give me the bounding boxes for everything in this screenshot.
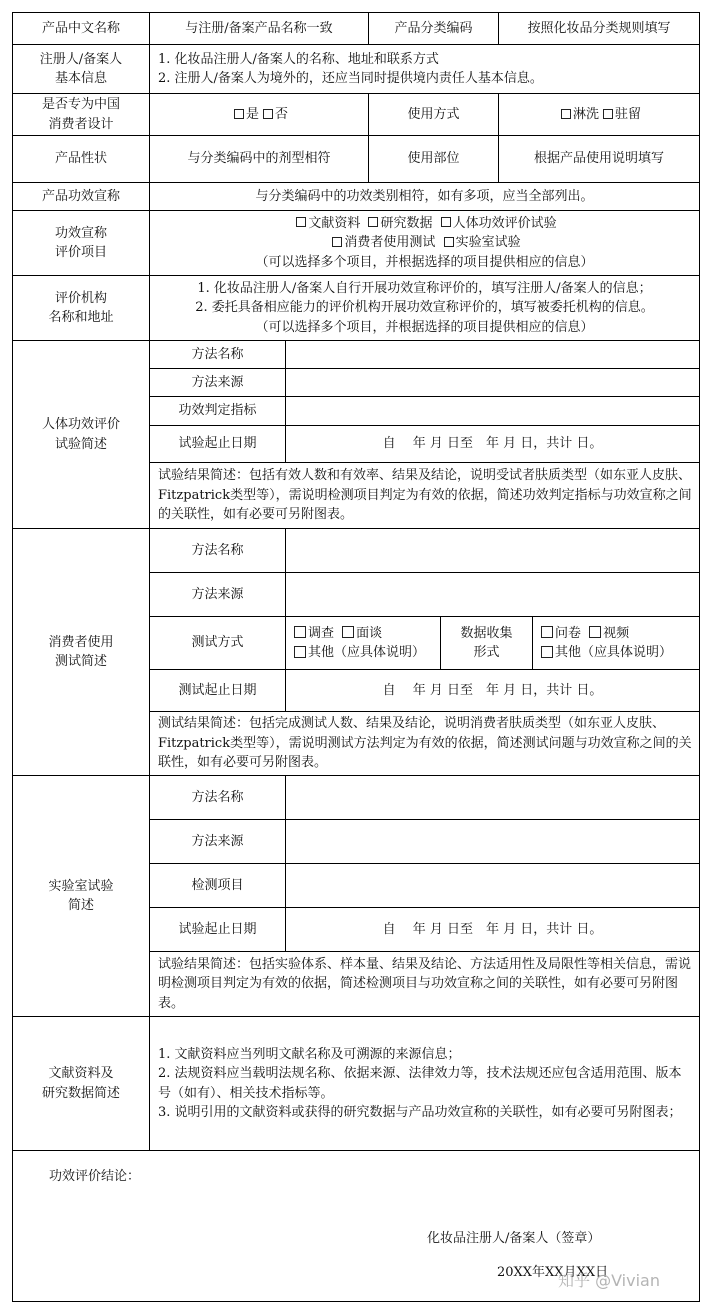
human-indicator-label: 功效判定指标 — [149, 396, 286, 426]
checkbox-literature[interactable] — [296, 217, 306, 227]
checkbox-lab-test[interactable] — [444, 237, 454, 247]
china-design-options: 是 否 — [149, 93, 369, 136]
consumer-date-label: 测试起止日期 — [149, 669, 286, 712]
use-site-value: 根据产品使用说明填写 — [498, 135, 700, 183]
checkbox-collect-other[interactable] — [541, 646, 553, 658]
data-collection-label: 数据收集 形式 — [440, 616, 533, 670]
human-test-label: 人体功效评价 试验简述 — [12, 340, 150, 529]
eval-org-label: 评价机构 名称和地址 — [12, 275, 150, 341]
product-form-label: 产品性状 — [12, 135, 150, 183]
signature-date: 20XX年XX月XX日 — [497, 1265, 609, 1280]
consumer-result-summary: 测试结果简述：包括完成测试人数、结果及结论，说明消费者肤质类型（如东亚人皮肤、Fitzpatrick类型等），需说明测试方法判定为有效的依据，简述测试问题与功效宣称之间的关联性，如有必要可另附图表。 — [149, 711, 700, 776]
lab-test-item-label: 检测项目 — [149, 863, 286, 908]
checkbox-leave-on[interactable] — [603, 109, 613, 119]
human-method-source-field[interactable] — [285, 368, 700, 397]
consumer-method-source-label: 方法来源 — [149, 572, 286, 617]
usage-label: 使用方式 — [368, 93, 499, 136]
lab-result-summary: 试验结果简述：包括实验体系、样本量、结果及结论、方法适用性及局限性等相关信息，需说明检测项目判定为有效的依据，简述检测项目与功效宣称之间的关联性，如有必要可另附图表。 — [149, 951, 700, 1017]
lab-test-item-field[interactable] — [285, 863, 700, 908]
product-name-label: 产品中文名称 — [12, 12, 150, 45]
checkbox-interview[interactable] — [342, 626, 354, 638]
lab-date-label: 试验起止日期 — [149, 907, 286, 952]
registrant-info: 1. 化妆品注册人/备案人的名称、地址和联系方式 2. 注册人/备案人为境外的，还应当同时提供境内责任人基本信息。 — [149, 44, 700, 94]
literature-label: 文献资料及 研究数据简述 — [12, 1016, 150, 1151]
usage-options: 淋洗 驻留 — [498, 93, 700, 136]
claim-label: 产品功效宣称 — [12, 182, 150, 211]
human-method-name-label: 方法名称 — [149, 340, 286, 369]
china-design-label: 是否专为中国 消费者设计 — [12, 93, 150, 136]
watermark: 知乎 @Vivian — [558, 1271, 660, 1290]
consumer-date-value[interactable]: 自 年 月 日至 年 月 日，共计 日。 — [285, 669, 700, 712]
category-code-value: 按照化妆品分类规则填写 — [498, 12, 700, 45]
claim-value: 与分类编码中的功效类别相符，如有多项，应当全部列出。 — [149, 182, 700, 211]
literature-info: 1. 文献资料应当列明文献名称及可溯源的来源信息； 2. 法规资料应当载明法规名称、依据来源、法律效力等，技术法规还应包含适用范围、版本号（如有）、相关技术指标等。 3. 说明引用的文献资料或获得的研究数据与产品功效宣称的关联性，如有必要可另附图表； — [149, 1016, 700, 1151]
product-form-value: 与分类编码中的剂型相符 — [149, 135, 369, 183]
human-indicator-field[interactable] — [285, 396, 700, 426]
category-code-label: 产品分类编码 — [368, 12, 499, 45]
signature-line: 化妆品注册人/备案人（签章） — [427, 1231, 601, 1246]
checkbox-video[interactable] — [589, 626, 601, 638]
use-site-label: 使用部位 — [368, 135, 499, 183]
efficacy-evaluation-form — [12, 12, 700, 1302]
eval-items-label: 功效宣称 评价项目 — [12, 210, 150, 276]
lab-date-value[interactable]: 自 年 月 日至 年 月 日，共计 日。 — [285, 907, 700, 952]
product-name-value: 与注册/备案产品名称一致 — [149, 12, 369, 45]
checkbox-no[interactable] — [263, 109, 273, 119]
lab-method-name-field[interactable] — [285, 775, 700, 820]
checkbox-consumer-test[interactable] — [332, 237, 342, 247]
consumer-test-mode-options: 调查 面谈 其他（应具体说明） — [285, 616, 441, 670]
eval-items-options: 文献资料 研究数据 人体功效评价试验 消费者使用测试 实验室试验 （可以选择多个项目，并根据选择的项目提供相应的信息） — [149, 210, 700, 276]
human-date-label: 试验起止日期 — [149, 425, 286, 463]
human-result-summary: 试验结果简述：包括有效人数和有效率、结果及结论，说明受试者肤质类型（如东亚人皮肤、Fitzpatrick类型等），需说明检测项目判定为有效的依据，简述功效判定指标与功效宣称之间的关联性，如有必要可另附图表。 — [149, 462, 700, 529]
lab-method-name-label: 方法名称 — [149, 775, 286, 820]
lab-method-source-label: 方法来源 — [149, 819, 286, 864]
checkbox-yes[interactable] — [234, 109, 244, 119]
registrant-label: 注册人/备案人 基本信息 — [12, 44, 150, 94]
consumer-method-name-field[interactable] — [285, 528, 700, 573]
human-method-source-label: 方法来源 — [149, 368, 286, 397]
checkbox-research-data[interactable] — [368, 217, 378, 227]
checkbox-human-test[interactable] — [441, 217, 451, 227]
checkbox-mode-other[interactable] — [294, 646, 306, 658]
conclusion-label: 功效评价结论： — [49, 1169, 141, 1184]
checkbox-questionnaire[interactable] — [541, 626, 553, 638]
consumer-test-label: 消费者使用 测试简述 — [12, 528, 150, 776]
lab-test-label: 实验室试验 简述 — [12, 775, 150, 1017]
human-date-value[interactable]: 自 年 月 日至 年 月 日，共计 日。 — [285, 425, 700, 463]
checkbox-rinse-off[interactable] — [561, 109, 571, 119]
human-method-name-field[interactable] — [285, 340, 700, 369]
consumer-test-mode-label: 测试方式 — [149, 616, 286, 670]
checkbox-survey[interactable] — [294, 626, 306, 638]
data-collection-options: 问卷 视频 其他（应具体说明） — [532, 616, 700, 670]
eval-org-info: 1. 化妆品注册人/备案人自行开展功效宣称评价的，填写注册人/备案人的信息； 2. 委托具备相应能力的评价机构开展功效宣称评价的，填写被委托机构的信息。 （可以选择多个项目，并根据选择的项目提供相应的信息） — [149, 275, 700, 341]
consumer-method-name-label: 方法名称 — [149, 528, 286, 573]
lab-method-source-field[interactable] — [285, 819, 700, 864]
eval-items-note: （可以选择多个项目，并根据选择的项目提供相应的信息） — [255, 254, 594, 270]
consumer-method-source-field[interactable] — [285, 572, 700, 617]
